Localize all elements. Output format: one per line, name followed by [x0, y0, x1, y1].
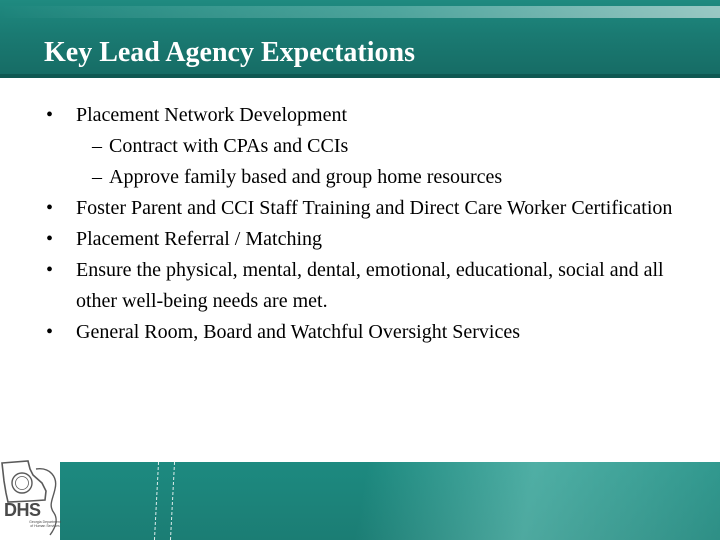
bullet-text: General Room, Board and Watchful Oversight Services: [76, 321, 521, 343]
bullet-item: [46, 193, 686, 224]
bullet-marker: •: [46, 228, 54, 250]
footer-dashed-line: [154, 462, 159, 540]
title-bar-underline: [0, 74, 720, 78]
title-bar: [0, 0, 720, 78]
sub-bullet-item: [46, 162, 686, 193]
sub-bullet-text: Contract with CPAs and CCIs: [109, 135, 349, 157]
sub-bullet-marker: –: [92, 135, 102, 157]
bullet-text: Placement Referral / Matching: [76, 228, 323, 250]
logo-subtext: Georgia Department of Human Services: [29, 520, 61, 528]
footer-dashed-line: [170, 462, 175, 540]
bullet-text: Foster Parent and CCI Staff Training and Direct Care Worker Certification: [76, 197, 673, 219]
bullet-item: [46, 224, 686, 255]
sub-bullet-marker: –: [92, 166, 102, 188]
bullet-marker: •: [46, 259, 54, 281]
bullet-marker: •: [46, 321, 54, 343]
bullet-text: Ensure the physical, mental, dental, emotional, educational, social and all other well-being needs are met.: [76, 259, 664, 312]
bullet-item: [46, 255, 686, 317]
bullet-marker: •: [46, 104, 54, 126]
footer-highlight: [350, 462, 720, 540]
bullet-item: [46, 100, 686, 131]
logo-text: DHS: [4, 500, 41, 520]
bullet-item: [46, 317, 686, 348]
footer-band: [60, 462, 720, 540]
bullet-text: Placement Network Development: [76, 104, 348, 126]
sub-bullet-item: [46, 131, 686, 162]
slide-title: Key Lead Agency Expectations: [44, 37, 415, 68]
title-bar-sheen: [0, 6, 720, 18]
sub-bullet-text: Approve family based and group home resources: [109, 166, 503, 188]
bullet-marker: •: [46, 197, 54, 219]
bullet-list: [46, 100, 686, 348]
